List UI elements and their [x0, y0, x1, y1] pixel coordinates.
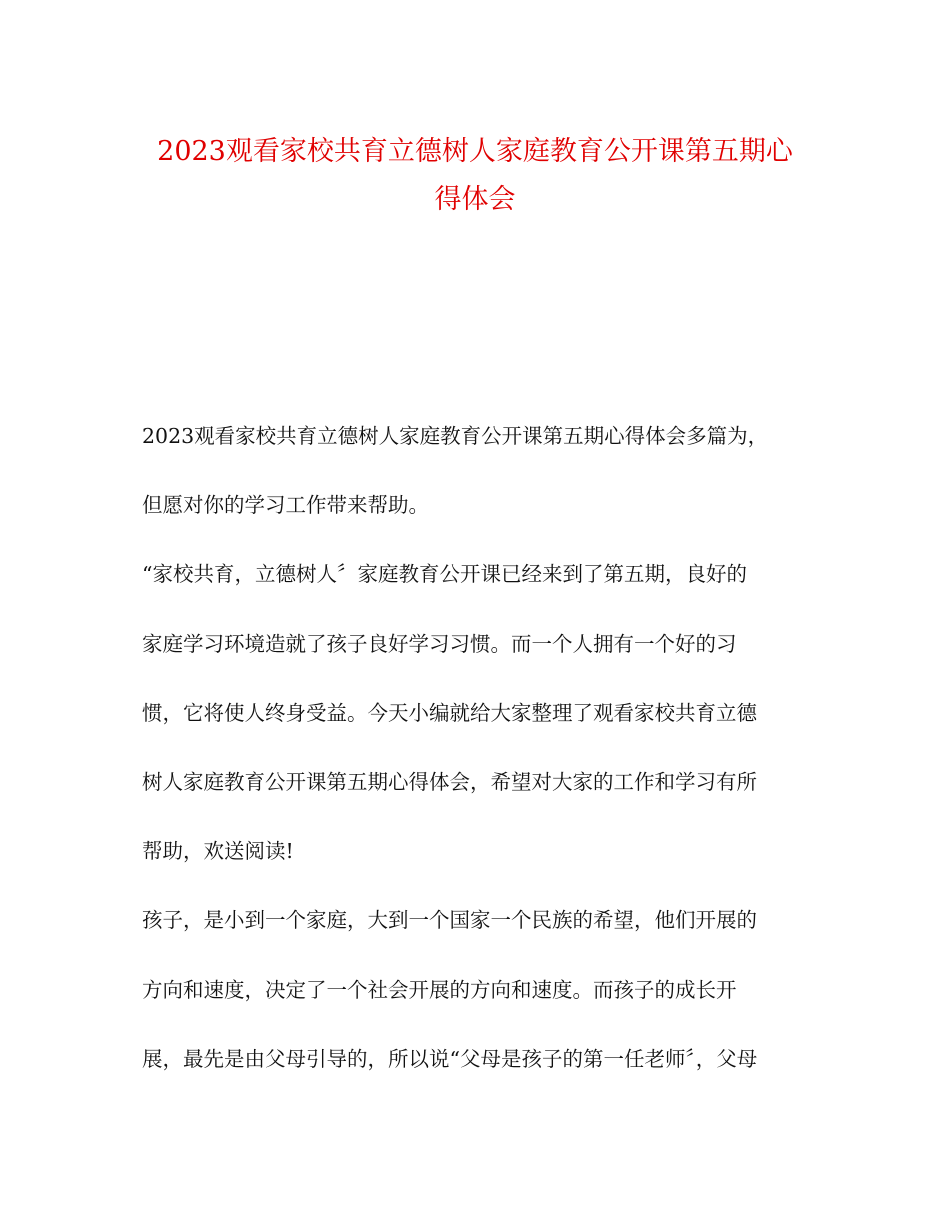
- body-line: 孩子，是小到一个家庭，大到一个国家一个民族的希望，他们开展的: [142, 908, 757, 933]
- body-line: “家校共育，立德树人〞家庭教育公开课已经来到了第五期，良好的: [142, 562, 747, 587]
- document-title: [120, 128, 830, 224]
- body-line: 惯，它将使人终身受益。今天小编就给大家整理了观看家校共育立德: [142, 700, 757, 725]
- document-body: [142, 402, 814, 1094]
- body-line: 树人家庭教育公开课第五期心得体会，希望对大家的工作和学习有所: [142, 769, 757, 794]
- title-line-2: 得体会: [434, 184, 516, 215]
- body-line: 但愿对你的学习工作带来帮助。: [142, 493, 429, 518]
- body-line: 帮助，欢送阅读!: [142, 839, 294, 864]
- title-line-1: 2023观看家校共育立德树人家庭教育公开课第五期心: [157, 136, 793, 167]
- body-line: 家庭学习环境造就了孩子良好学习习惯。而一个人拥有一个好的习: [142, 631, 737, 656]
- body-line: 2023观看家校共育立德树人家庭教育公开课第五期心得体会多篇为，: [142, 424, 769, 448]
- body-line: 方向和速度，决定了一个社会开展的方向和速度。而孩子的成长开: [142, 977, 737, 1002]
- body-line: 展，最先是由父母引导的，所以说“父母是孩子的第一任老师〞，父母: [142, 1046, 758, 1071]
